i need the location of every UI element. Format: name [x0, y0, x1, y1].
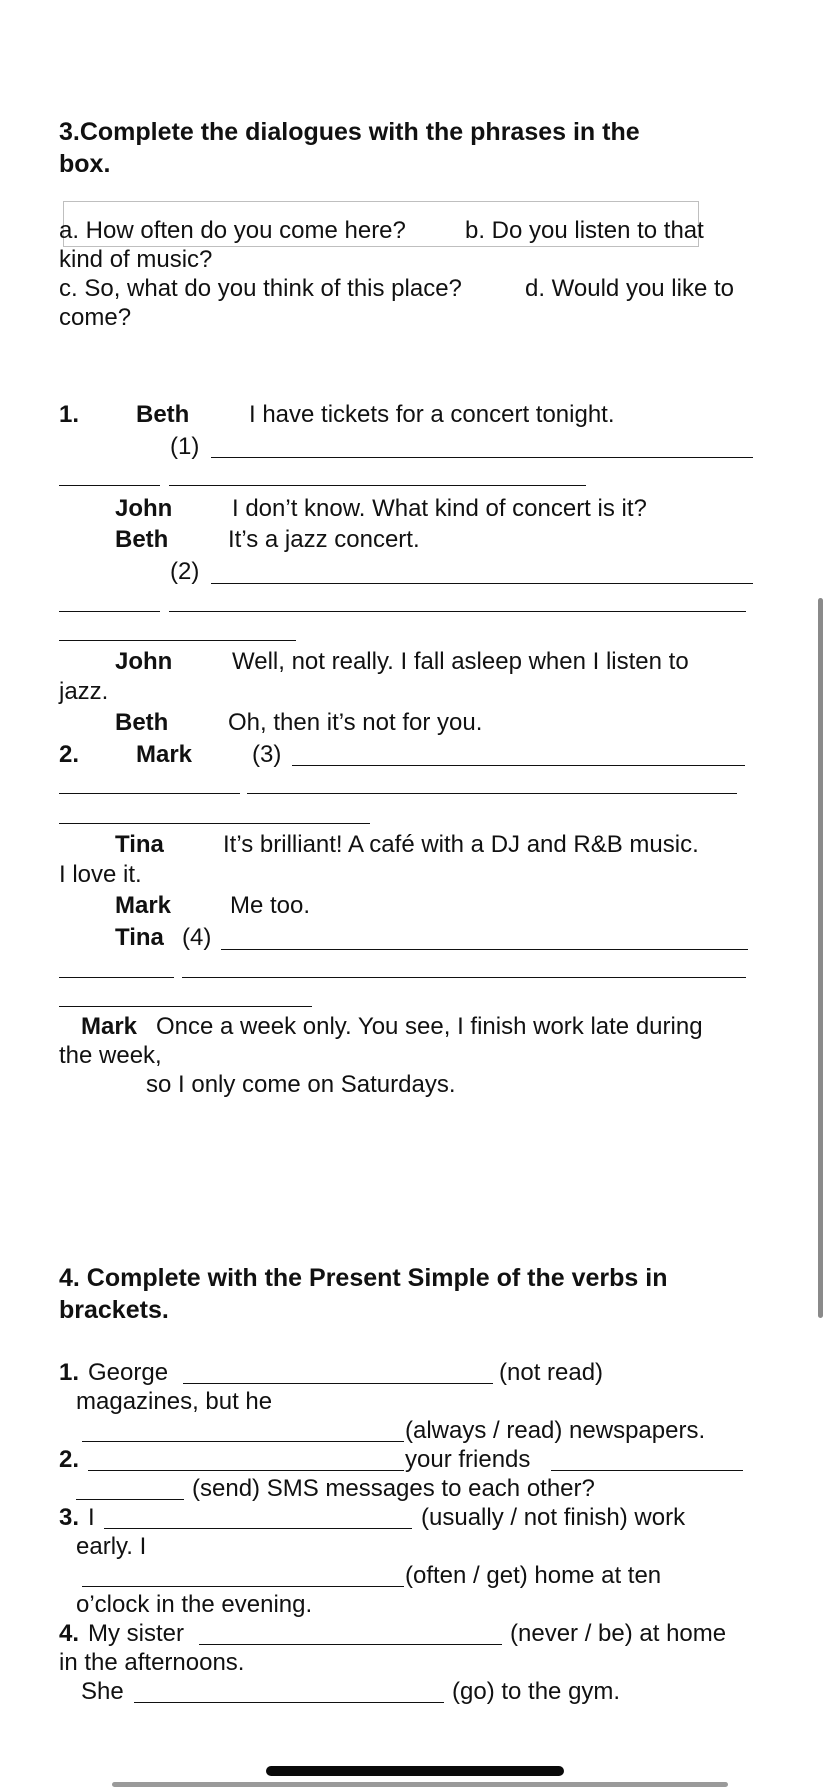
answer-line[interactable] — [59, 977, 174, 978]
phrase-c: c. So, what do you think of this place? — [59, 275, 462, 302]
item4-subject: My sister — [88, 1620, 184, 1647]
answer-line[interactable] — [76, 1499, 184, 1500]
dialogue2-line3: Me too. — [230, 892, 311, 919]
answer-line[interactable] — [82, 1586, 404, 1587]
dialogue1-line4b: jazz. — [59, 678, 109, 705]
item3-verb2: (often / get) home at ten — [405, 1562, 662, 1589]
dialogue2-speaker-mark-3: Mark — [81, 1013, 138, 1040]
item4-number: 4. — [59, 1620, 80, 1647]
item1-subject: George — [88, 1359, 169, 1386]
phrase-b: b. Do you listen to that — [465, 217, 704, 244]
answer-line[interactable] — [82, 1441, 404, 1442]
item1-number: 1. — [59, 1359, 80, 1386]
phrase-d-cont: come? — [59, 304, 132, 331]
item4-text2: in the afternoons. — [59, 1649, 245, 1676]
answer-line[interactable] — [182, 977, 746, 978]
dialogue2-line5b: the week, — [59, 1042, 162, 1069]
answer-line[interactable] — [199, 1644, 502, 1645]
answer-line[interactable] — [104, 1528, 412, 1529]
dialogue1-line3: It’s a jazz concert. — [228, 526, 420, 553]
answer-line[interactable] — [292, 765, 745, 766]
dialogue2-line5a: Once a week only. You see, I finish work late during — [156, 1013, 703, 1040]
section3-title-line1: 3.Complete the dialogues with the phrases in the — [59, 118, 640, 146]
item3-subject: I — [88, 1504, 95, 1531]
dialogue1-number: 1. — [59, 401, 80, 428]
answer-line[interactable] — [551, 1470, 743, 1471]
horizontal-scrollbar[interactable] — [112, 1782, 728, 1787]
item1-verb2: (always / read) newspapers. — [405, 1417, 706, 1444]
section4-title-line1: 4. Complete with the Present Simple of the verbs in — [59, 1264, 668, 1292]
dialogue2-number: 2. — [59, 741, 80, 768]
dialogue1-speaker-john: John — [115, 495, 173, 522]
blank-label-1: (1) — [170, 433, 200, 460]
dialogue2-speaker-mark-2: Mark — [115, 892, 172, 919]
item1-verb1: (not read) — [499, 1359, 604, 1386]
phrase-a: a. How often do you come here? — [59, 217, 406, 244]
item3-verb1: (usually / not finish) work — [421, 1504, 686, 1531]
dialogue1-speaker-beth: Beth — [136, 401, 190, 428]
dialogue2-line2a: It’s brilliant! A café with a DJ and R&B music. — [223, 831, 699, 858]
dialogue2-speaker-mark: Mark — [136, 741, 193, 768]
home-indicator[interactable] — [266, 1766, 564, 1776]
answer-line[interactable] — [134, 1702, 444, 1703]
answer-line[interactable] — [88, 1470, 404, 1471]
answer-line[interactable] — [59, 485, 160, 486]
answer-line[interactable] — [183, 1383, 493, 1384]
dialogue1-line5: Oh, then it’s not for you. — [228, 709, 483, 736]
dialogue1-speaker-beth-3: Beth — [115, 709, 169, 736]
dialogue1-line2: I don’t know. What kind of concert is it? — [232, 495, 647, 522]
item1-text2: magazines, but he — [76, 1388, 273, 1415]
dialogue1-line4a: Well, not really. I fall asleep when I listen to — [232, 648, 689, 675]
section4-title-line2: brackets. — [59, 1296, 169, 1324]
dialogue1-speaker-beth-2: Beth — [115, 526, 169, 553]
section3-title-line2: box. — [59, 150, 111, 178]
dialogue2-line2b: I love it. — [59, 861, 142, 888]
answer-line[interactable] — [169, 485, 586, 486]
answer-line[interactable] — [59, 640, 296, 641]
answer-line[interactable] — [221, 949, 748, 950]
item3-text2: early. I — [76, 1533, 147, 1560]
dialogue1-line1: I have tickets for a concert tonight. — [249, 401, 615, 428]
blank-label-2: (2) — [170, 558, 200, 585]
answer-line[interactable] — [211, 583, 753, 584]
item4-subject2: She — [81, 1678, 124, 1705]
answer-line[interactable] — [211, 457, 753, 458]
phrase-b-cont: kind of music? — [59, 246, 213, 273]
answer-line[interactable] — [59, 823, 370, 824]
dialogue2-speaker-tina: Tina — [115, 831, 164, 858]
item2-number: 2. — [59, 1446, 80, 1473]
item3-text3: o’clock in the evening. — [76, 1591, 313, 1618]
item4-verb2: (go) to the gym. — [452, 1678, 621, 1705]
answer-line[interactable] — [59, 611, 160, 612]
dialogue2-speaker-tina-2: Tina — [115, 924, 164, 951]
blank-label-3: (3) — [252, 741, 282, 768]
item2-text1: your friends — [405, 1446, 531, 1473]
item2-verb: (send) SMS messages to each other? — [192, 1475, 595, 1502]
answer-line[interactable] — [59, 1006, 312, 1007]
phrase-d: d. Would you like to — [525, 275, 735, 302]
answer-line[interactable] — [247, 793, 737, 794]
item4-verb1: (never / be) at home — [510, 1620, 727, 1647]
dialogue2-line5c: so I only come on Saturdays. — [146, 1071, 456, 1098]
blank-label-4: (4) — [182, 924, 212, 951]
dialogue1-speaker-john-2: John — [115, 648, 173, 675]
vertical-scrollbar[interactable] — [818, 598, 823, 1318]
answer-line[interactable] — [59, 793, 240, 794]
item3-number: 3. — [59, 1504, 80, 1531]
answer-line[interactable] — [169, 611, 746, 612]
